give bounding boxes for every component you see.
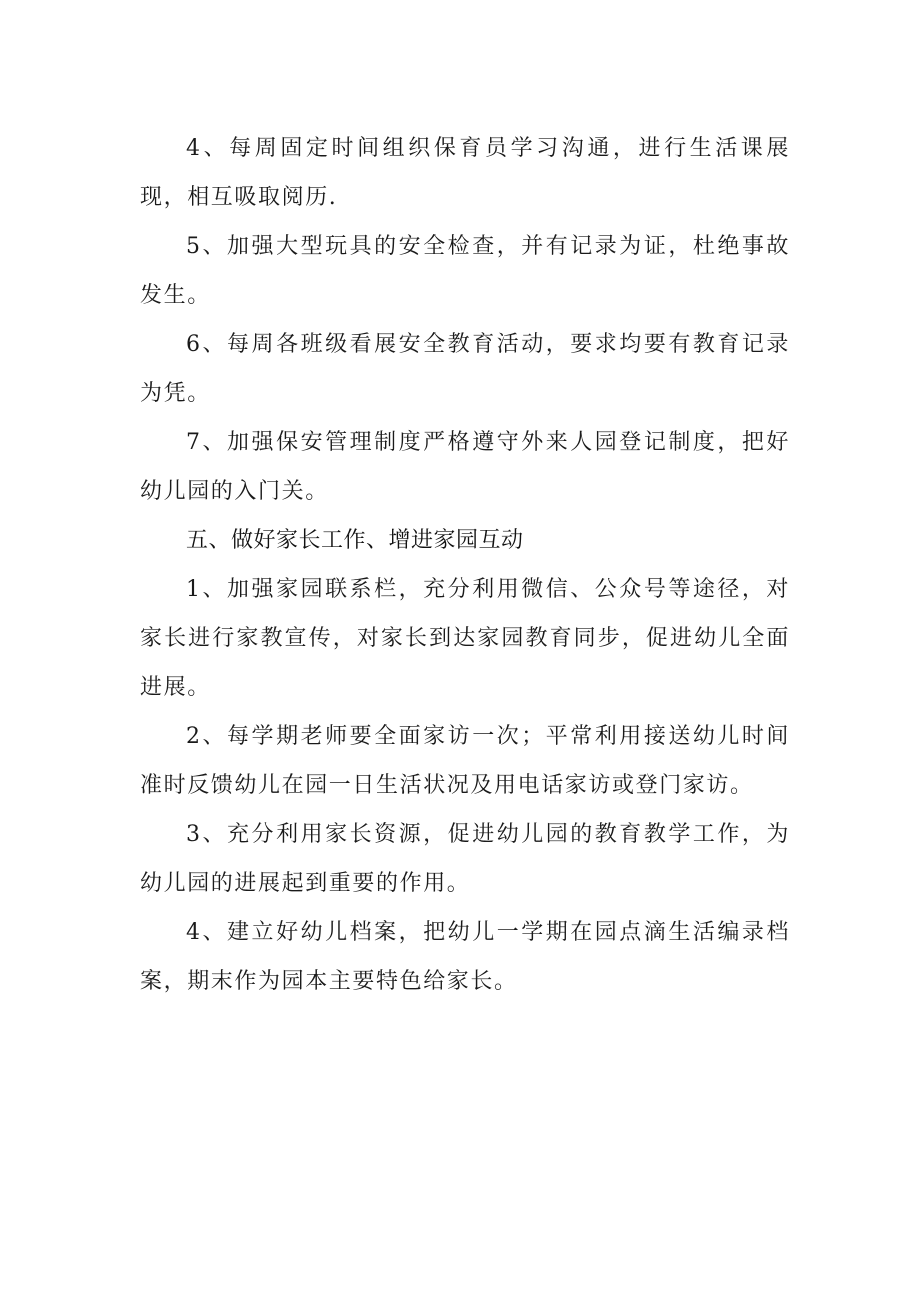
paragraph-item-4-fixed-study: 4、每周固定时间组织保育员学习沟通，进行生活课展现，相互吸取阅历. [140,136,790,210]
paragraph-item-6-safety-education: 6、每周各班级看展安全教育活动，要求均要有教育记录为凭。 [140,332,790,406]
document-body [140,124,790,1006]
paragraph-item-5-toy-safety: 5、加强大型玩具的安全检查，并有记录为证，杜绝事故发生。 [140,234,790,308]
paragraph-item-3-parent-resources: 3、充分利用家长资源，促进幼儿园的教育教学工作，为幼儿园的进展起到重要的作用。 [140,822,790,896]
paragraph-item-4-child-archives: 4、建立好幼儿档案，把幼儿一学期在园点滴生活编录档案，期末作为园本主要特色给家长。 [140,920,790,994]
paragraph-item-2-home-visits: 2、每学期老师要全面家访一次；平常利用接送幼儿时间准时反馈幼儿在园一日生活状况及用电话家访或登门家访。 [140,724,790,798]
section-heading-parent-work: 五、做好家长工作、增进家园互动 [186,528,524,553]
paragraph-item-1-home-school-contact: 1、加强家园联系栏，充分利用微信、公众号等途径，对家长进行家教宣传，对家长到达家园教育同步，促进幼儿全面进展。 [140,577,790,700]
paragraph-item-7-security-management: 7、加强保安管理制度严格遵守外来人园登记制度，把好幼儿园的入门关。 [140,430,790,504]
